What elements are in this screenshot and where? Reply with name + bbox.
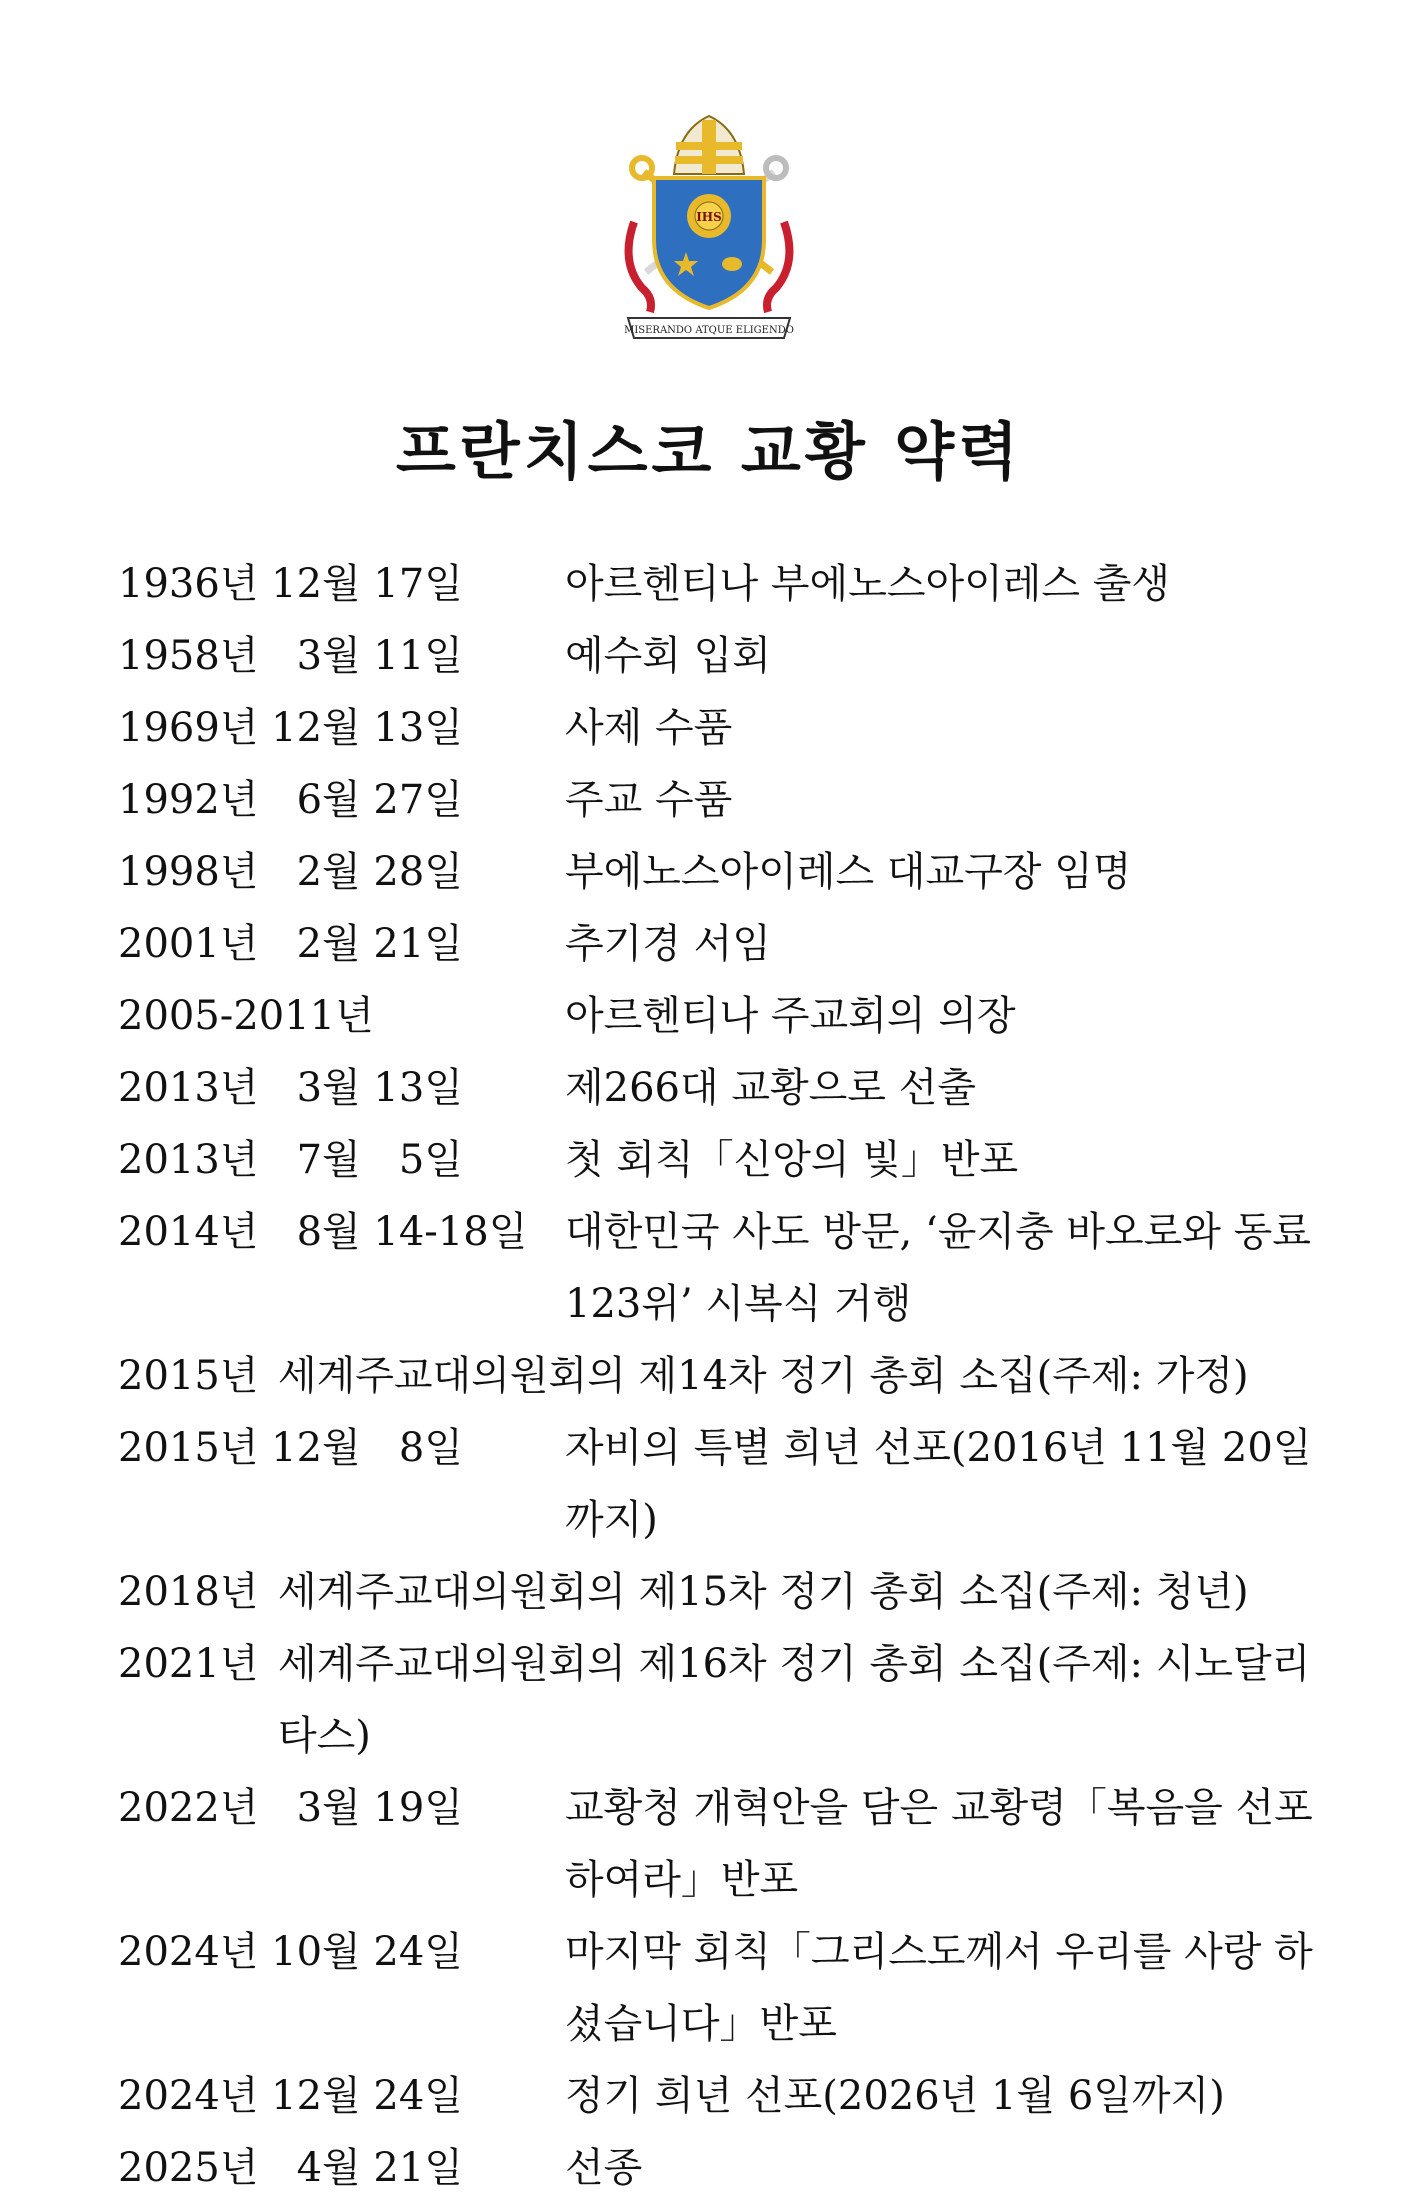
timeline-date: 2024년 10월 24일 (118, 1929, 463, 1975)
timeline-event: 교황청 개혁안을 담은 교황령「복음을 선포 하여라」반포 (565, 1785, 1313, 1903)
timeline-event: 제266대 교황으로 선출 (565, 1065, 976, 1111)
timeline-row (118, 1124, 1318, 1196)
page-title: 프란치스코 교황 약력 (395, 415, 1023, 488)
timeline-row (118, 2060, 1318, 2132)
timeline-event: 세계주교대의원회의 제15차 정기 총회 소집(주제: 청년) (278, 1569, 1249, 1615)
sun-monogram-icon (687, 194, 731, 238)
timeline-row (118, 1052, 1318, 1124)
timeline-date: 1936년 12월 17일 (118, 561, 463, 607)
mitre-icon (674, 116, 744, 174)
timeline-date: 2024년 12월 24일 (118, 2073, 463, 2119)
timeline-event: 첫 회칙「신앙의 빛」반포 (565, 1137, 1019, 1183)
timeline-row (118, 980, 1318, 1052)
timeline-event: 정기 희년 선포(2026년 1월 6일까지) (565, 2073, 1225, 2119)
timeline-event: 마지막 회칙「그리스도께서 우리를 사랑 하셨습니다」반포 (565, 1929, 1313, 2047)
timeline-row (118, 692, 1318, 764)
timeline-row (118, 1772, 1318, 1916)
timeline-event: 세계주교대의원회의 제14차 정기 총회 소집(주제: 가정) (278, 1353, 1249, 1399)
timeline-date: 2013년 3월 13일 (118, 1065, 463, 1111)
timeline-event: 예수회 입회 (565, 633, 771, 679)
timeline-event: 주교 수품 (565, 777, 733, 823)
timeline-row (118, 620, 1318, 692)
timeline-event: 아르헨티나 주교회의 의장 (565, 993, 1016, 1039)
timeline-date: 2014년 8월 14-18일 (118, 1209, 528, 1255)
timeline-row (118, 1916, 1318, 2060)
timeline-row (118, 1412, 1318, 1556)
timeline-date: 1992년 6월 27일 (118, 777, 463, 823)
timeline-row (118, 764, 1318, 836)
timeline-row (118, 836, 1318, 908)
timeline-row (118, 1196, 1318, 1340)
timeline-date: 2018년 (118, 1569, 259, 1615)
timeline-event: 대한민국 사도 방문, ‘윤지충 바오로와 동료 123위’ 시복식 거행 (565, 1209, 1311, 1327)
timeline-event: 추기경 서임 (565, 921, 771, 967)
crest-motto: MISERANDO ATQUE ELIGENDO (624, 325, 794, 336)
timeline-date: 2021년 (118, 1641, 259, 1687)
timeline-date: 1969년 12월 13일 (118, 705, 463, 751)
crest-monogram: IHS (696, 210, 722, 224)
timeline-date: 2013년 7월 5일 (118, 1137, 463, 1183)
timeline-date: 2015년 (118, 1353, 259, 1399)
timeline-date: 2015년 12월 8일 (118, 1425, 463, 1471)
timeline-event: 아르헨티나 부에노스아이레스 출생 (565, 561, 1171, 607)
timeline-event: 세계주교대의원회의 제16차 정기 총회 소집(주제: 시노달리타스) (278, 1641, 1311, 1759)
papal-coat-of-arms (614, 112, 804, 356)
timeline-date: 2005-2011년 (118, 993, 374, 1039)
timeline-date: 1998년 2월 28일 (118, 849, 463, 895)
timeline-row (118, 908, 1318, 980)
timeline-date: 2022년 3월 19일 (118, 1785, 463, 1831)
timeline-event: 자비의 특별 희년 선포(2016년 11월 20일까지) (565, 1425, 1312, 1543)
timeline-event: 부에노스아이레스 대교구장 임명 (565, 849, 1132, 895)
timeline-event: 사제 수품 (565, 705, 733, 751)
timeline-row (118, 548, 1318, 620)
nard-flower-icon (722, 257, 742, 271)
timeline-date: 1958년 3월 11일 (118, 633, 463, 679)
timeline-date: 2025년 4월 21일 (118, 2145, 463, 2191)
timeline-date: 2001년 2월 21일 (118, 921, 463, 967)
timeline-row (118, 1340, 1318, 1412)
timeline-row (118, 1628, 1318, 1772)
timeline-row (118, 2132, 1318, 2204)
biography-timeline (118, 548, 1318, 2204)
timeline-row (118, 1556, 1318, 1628)
timeline-event: 선종 (565, 2145, 643, 2191)
